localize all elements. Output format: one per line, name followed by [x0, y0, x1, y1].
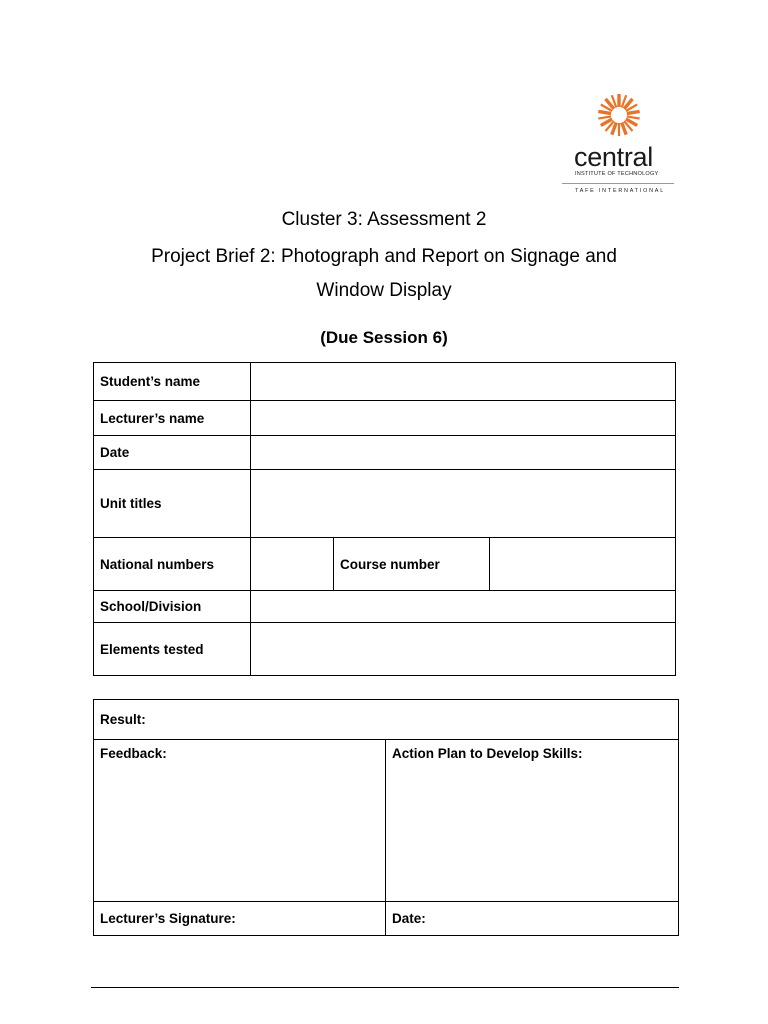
table-row	[94, 470, 676, 538]
footer-divider	[91, 987, 679, 988]
national-numbers-label: National numbers	[94, 538, 251, 591]
national-numbers-field[interactable]	[251, 538, 334, 591]
logo-subtitle: INSTITUTE OF TECHNOLOGY	[575, 171, 659, 177]
due-session: (Due Session 6)	[320, 328, 448, 347]
action-plan-field[interactable]: Action Plan to Develop Skills:	[386, 740, 679, 902]
sunburst-logo-icon	[596, 92, 642, 138]
unit-titles-field[interactable]	[251, 470, 676, 538]
table-row	[94, 363, 676, 401]
table-row	[94, 623, 676, 676]
table-row	[94, 740, 679, 902]
table-row	[94, 700, 679, 740]
student-name-label: Student’s name	[94, 363, 251, 401]
central-logo	[560, 88, 676, 200]
elements-tested-label: Elements tested	[94, 623, 251, 676]
lecturer-name-label: Lecturer’s name	[94, 401, 251, 436]
signature-date-field[interactable]: Date:	[386, 902, 679, 936]
unit-titles-label: Unit titles	[94, 470, 251, 538]
logo-divider	[562, 183, 674, 184]
table-row	[94, 436, 676, 470]
table-row	[94, 591, 676, 623]
feedback-field[interactable]: Feedback:	[94, 740, 386, 902]
page-title: Cluster 3: Assessment 2	[281, 209, 487, 230]
result-field[interactable]: Result:	[94, 700, 679, 740]
student-info-table	[93, 362, 676, 676]
student-name-field[interactable]	[251, 363, 676, 401]
lecturer-signature-field[interactable]: Lecturer’s Signature:	[94, 902, 386, 936]
school-division-label: School/Division	[94, 591, 251, 623]
elements-tested-field[interactable]	[251, 623, 676, 676]
logo-wordmark: central	[574, 142, 653, 172]
date-field[interactable]	[251, 436, 676, 470]
date-label: Date	[94, 436, 251, 470]
result-table	[93, 699, 679, 936]
project-brief-title-line1: Project Brief 2: Photograph and Report on Signage and	[151, 246, 617, 267]
project-brief-title-line2: Window Display	[316, 280, 452, 301]
school-division-field[interactable]	[251, 591, 676, 623]
table-row	[94, 538, 676, 591]
course-number-field[interactable]	[490, 538, 676, 591]
table-row	[94, 902, 679, 936]
table-row	[94, 401, 676, 436]
logo-tagline: TAFE INTERNATIONAL	[575, 188, 666, 194]
course-number-label: Course number	[334, 538, 490, 591]
lecturer-name-field[interactable]	[251, 401, 676, 436]
